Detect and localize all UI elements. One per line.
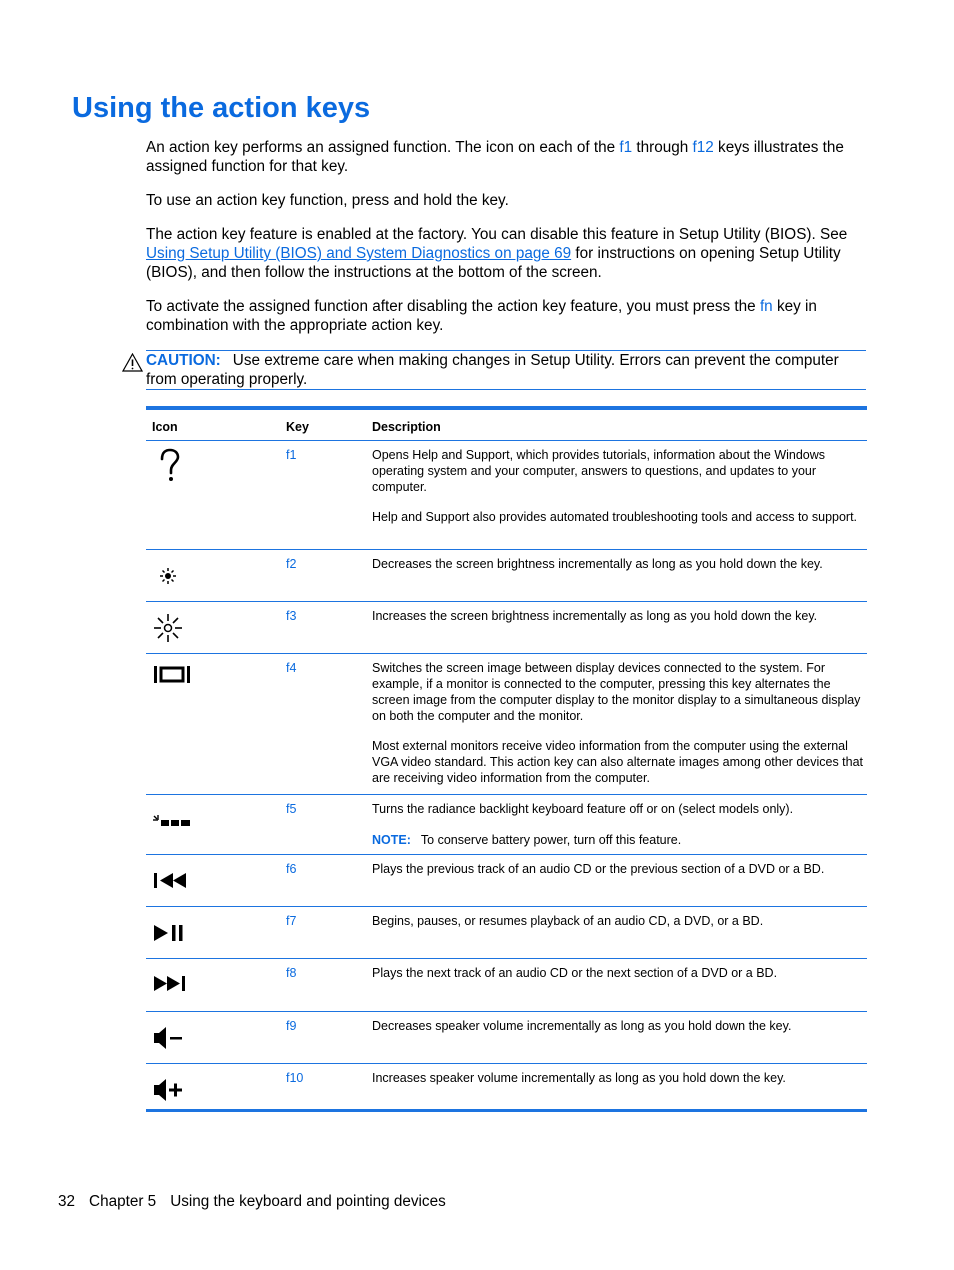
table-row [146, 654, 867, 795]
caution-label: CAUTION: [146, 352, 221, 369]
table-row [146, 795, 867, 855]
key-f2: f2 [286, 557, 297, 571]
row-description: Decreases the screen brightness incrementally as long as you hold down the key. [372, 557, 823, 571]
caution-box [146, 350, 866, 390]
key-f4: f4 [286, 661, 297, 675]
key-f7: f7 [286, 914, 297, 928]
intro-paragraph-2: To use an action key function, press and hold the key. [146, 192, 509, 209]
next-track-icon [152, 965, 196, 1005]
key-f9: f9 [286, 1019, 297, 1033]
key-f1-mention: f1 [619, 139, 633, 156]
intro-paragraph-1: An action key performs an assigned function. The icon on each of the f1 through f12 keys illustrates the assigned function for that key. [146, 139, 844, 175]
volume-up-icon [152, 1070, 196, 1110]
caution-text: CAUTION: Use extreme care when making changes in Setup Utility. Errors can prevent the computer from operating properly. [146, 352, 839, 388]
brightness-up-icon [152, 608, 196, 648]
brightness-down-icon [152, 556, 196, 596]
key-fn-mention: fn [759, 298, 773, 315]
key-f6: f6 [286, 862, 297, 876]
chapter-label: Chapter 5 [89, 1193, 157, 1210]
row-description: Begins, pauses, or resumes playback of an audio CD, a DVD, or a BD. [372, 914, 764, 928]
row-description: Increases speaker volume incrementally as long as you hold down the key. [372, 1071, 786, 1085]
key-f3: f3 [286, 609, 297, 623]
volume-down-icon [152, 1018, 196, 1058]
row-description: Switches the screen image between display devices connected to the system. For example, if a monitor is connected to the computer, pressing this key alternates the screen image from the computer display to the monitor display to a simultaneous display on both the computer and the monitor. Most external monitors receive video information from the computer using the external VGA video standard. This action key can also alternate images among other devices that are receiving video information from the computer. [372, 661, 864, 785]
action-keys-table [146, 406, 867, 1115]
key-f12-mention: f12 [692, 139, 714, 156]
table-row [146, 959, 867, 1012]
table-row [146, 855, 867, 907]
warning-triangle-icon [122, 353, 143, 372]
table-row [146, 1064, 867, 1115]
chapter-title: Using the keyboard and pointing devices [170, 1193, 446, 1210]
page-number: 32 [58, 1193, 76, 1210]
header-description: Description [372, 420, 441, 434]
row-description: Plays the previous track of an audio CD or the previous section of a DVD or a BD. [372, 862, 825, 876]
row-description: Increases the screen brightness incrementally as long as you hold down the key. [372, 609, 818, 623]
switch-display-icon [152, 660, 196, 700]
table-row [146, 550, 867, 602]
note: NOTE: To conserve battery power, turn off this feature. [372, 833, 682, 847]
table-header [146, 410, 867, 441]
table-row [146, 907, 867, 959]
intro-paragraph-4: To activate the assigned function after disabling the action key feature, you must press the fn key in combination with the appropriate action key. [146, 298, 817, 334]
header-icon: Icon [152, 420, 178, 434]
page-footer [58, 1192, 446, 1211]
previous-track-icon [152, 861, 196, 901]
key-f8: f8 [286, 966, 297, 980]
play-pause-icon [152, 913, 196, 953]
table-row [146, 1012, 867, 1064]
key-f5: f5 [286, 802, 297, 816]
key-f10: f10 [286, 1071, 304, 1085]
intro-paragraph-3: The action key feature is enabled at the factory. You can disable this feature in Setup Utility (BIOS). See Using Setup Utility (BIOS) and System Diagnostics on page 69 for instructions on opening Setup Utility (BIOS), and then follow the instructions at the bottom of the screen. [146, 226, 848, 281]
row-description: Opens Help and Support, which provides tutorials, information about the Windows operating system and your computer, answers to questions, and updates to your computer. Help and Support also provides automated troubleshooting tools and access to support. [372, 448, 858, 524]
row-description: Plays the next track of an audio CD or the next section of a DVD or a BD. [372, 966, 778, 980]
key-f1: f1 [286, 448, 297, 462]
help-question-icon [152, 447, 196, 487]
row-description: Turns the radiance backlight keyboard feature off or on (select models only). NOTE: To conserve battery power, turn off this feature. [372, 801, 864, 848]
header-key: Key [286, 420, 309, 434]
setup-utility-link[interactable]: Using Setup Utility (BIOS) and System Diagnostics on page 69 [146, 245, 572, 262]
table-bottom-rule [146, 1109, 867, 1112]
table-row [146, 441, 867, 550]
table-row [146, 602, 867, 654]
row-description: Decreases speaker volume incrementally as long as you hold down the key. [372, 1019, 792, 1033]
page-title: Using the action keys [72, 92, 371, 124]
note-label: NOTE: [372, 833, 411, 847]
keyboard-backlight-icon [152, 801, 196, 841]
